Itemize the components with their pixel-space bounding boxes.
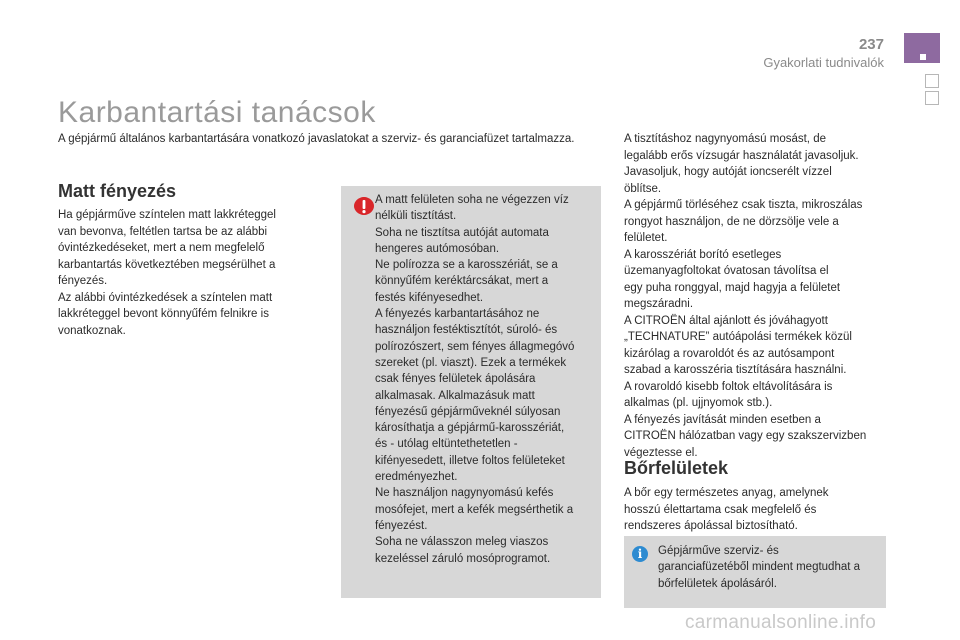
chapter-tab-active <box>904 33 940 63</box>
leather-heading: Bőrfelületek <box>624 458 729 478</box>
page-title: Karbantartási tanácsok <box>58 96 376 129</box>
matt-paragraph: Ha gépjárműve színtelen matt lakkréteggel van bevonva, feltétlen tartsa be az alábbi óvintézkedéseket, mert a nem megfelelő karbantartás következtében megsérülhet a fényezés. Az alábbi óvintézkedések a színtelen matt lakkréteggel bevont könnyűfém felnikre is vonatkoznak. <box>58 209 276 337</box>
warning-box <box>341 186 601 598</box>
chapter-tab-empty <box>925 74 939 88</box>
watermark: carmanualsonline.info <box>685 612 877 633</box>
matt-heading: Matt fényezés <box>58 181 177 201</box>
info-box <box>624 536 886 608</box>
chapter-tab-empty <box>925 91 939 105</box>
info-text: Gépjárműve szerviz- és garanciafüzetéből mindent megtudhat a bőrfelületek ápolásáról. <box>658 545 861 590</box>
warning-exclamation-icon <box>353 196 375 216</box>
page-number: 237 <box>858 36 884 53</box>
leather-paragraph: A bőr egy természetes anyag, amelynek hosszú élettartama csak megfelelő és rendszeres ápolással biztosítható. <box>624 487 829 532</box>
section-title: Gyakorlati tudnivalók <box>763 55 884 70</box>
info-icon: i <box>632 546 648 562</box>
tab-marker <box>920 54 926 60</box>
warning-text: A matt felületen soha ne végezzen víz nélküli tisztítást. Soha ne tisztítsa autóját automata hengeres autómosóban. Ne polírozza se a karosszériát, se a könnyűfém keréktárcsákat, mert a festés kifényesedhet. A fényezés karbantartásához ne használjon festéktisztítót, súroló- és polírozószert, sem fényes állagmegóvó szereket (pl. viaszt). Ezek a termékek csak fényes felületek ápolására alkalmasak. Alkalmazásuk matt fényezésű gépjárműveknél súlyosan károsíthatja a gépjármű-karosszériát, és - utólag eltüntethetetlen - kifényesedett, illetve foltos felületeket eredményezhet. Ne használjon nagynyomású kefés mosófejet, mert a kefék megsérthetik a fényezést. Soha ne válasszon meleg viaszos kezeléssel záruló mosóprogramot. <box>375 194 575 565</box>
cleaning-paragraph: A tisztításhoz nagynyomású mosást, de legalább erős vízsugár használatát javasoljuk. Javasoljuk, hogy autóját ioncserélt vízzel öblítse. A gépjármű törléséhez csak tiszta, mikroszálas rongyot használjon, de ne dörzsölje vele a felületet. A karosszériát borító esetleges üzemanyagfoltokat óvatosan távolítsa el egy puha ronggyal, majd hagyja a felületet megszáradni. A CITROËN által ajánlott és jóváhagyott „TECHNATURE” autóápolási termékek közül kizárólag a rovaroldót és az autósampont szabad a karosszéria tisztítására használni. A rovaroldó kisebb foltok eltávolítására is alkalmas (pl. ujjnyomok stb.). A fényezés javítását minden esetben a CITROËN hálózatban vagy egy szakszervizben végeztesse el. <box>624 133 867 459</box>
intro-paragraph: A gépjármű általános karbantartására vonatkozó javaslatokat a szerviz- és garanciafüzet tartalmazza. <box>58 133 575 145</box>
